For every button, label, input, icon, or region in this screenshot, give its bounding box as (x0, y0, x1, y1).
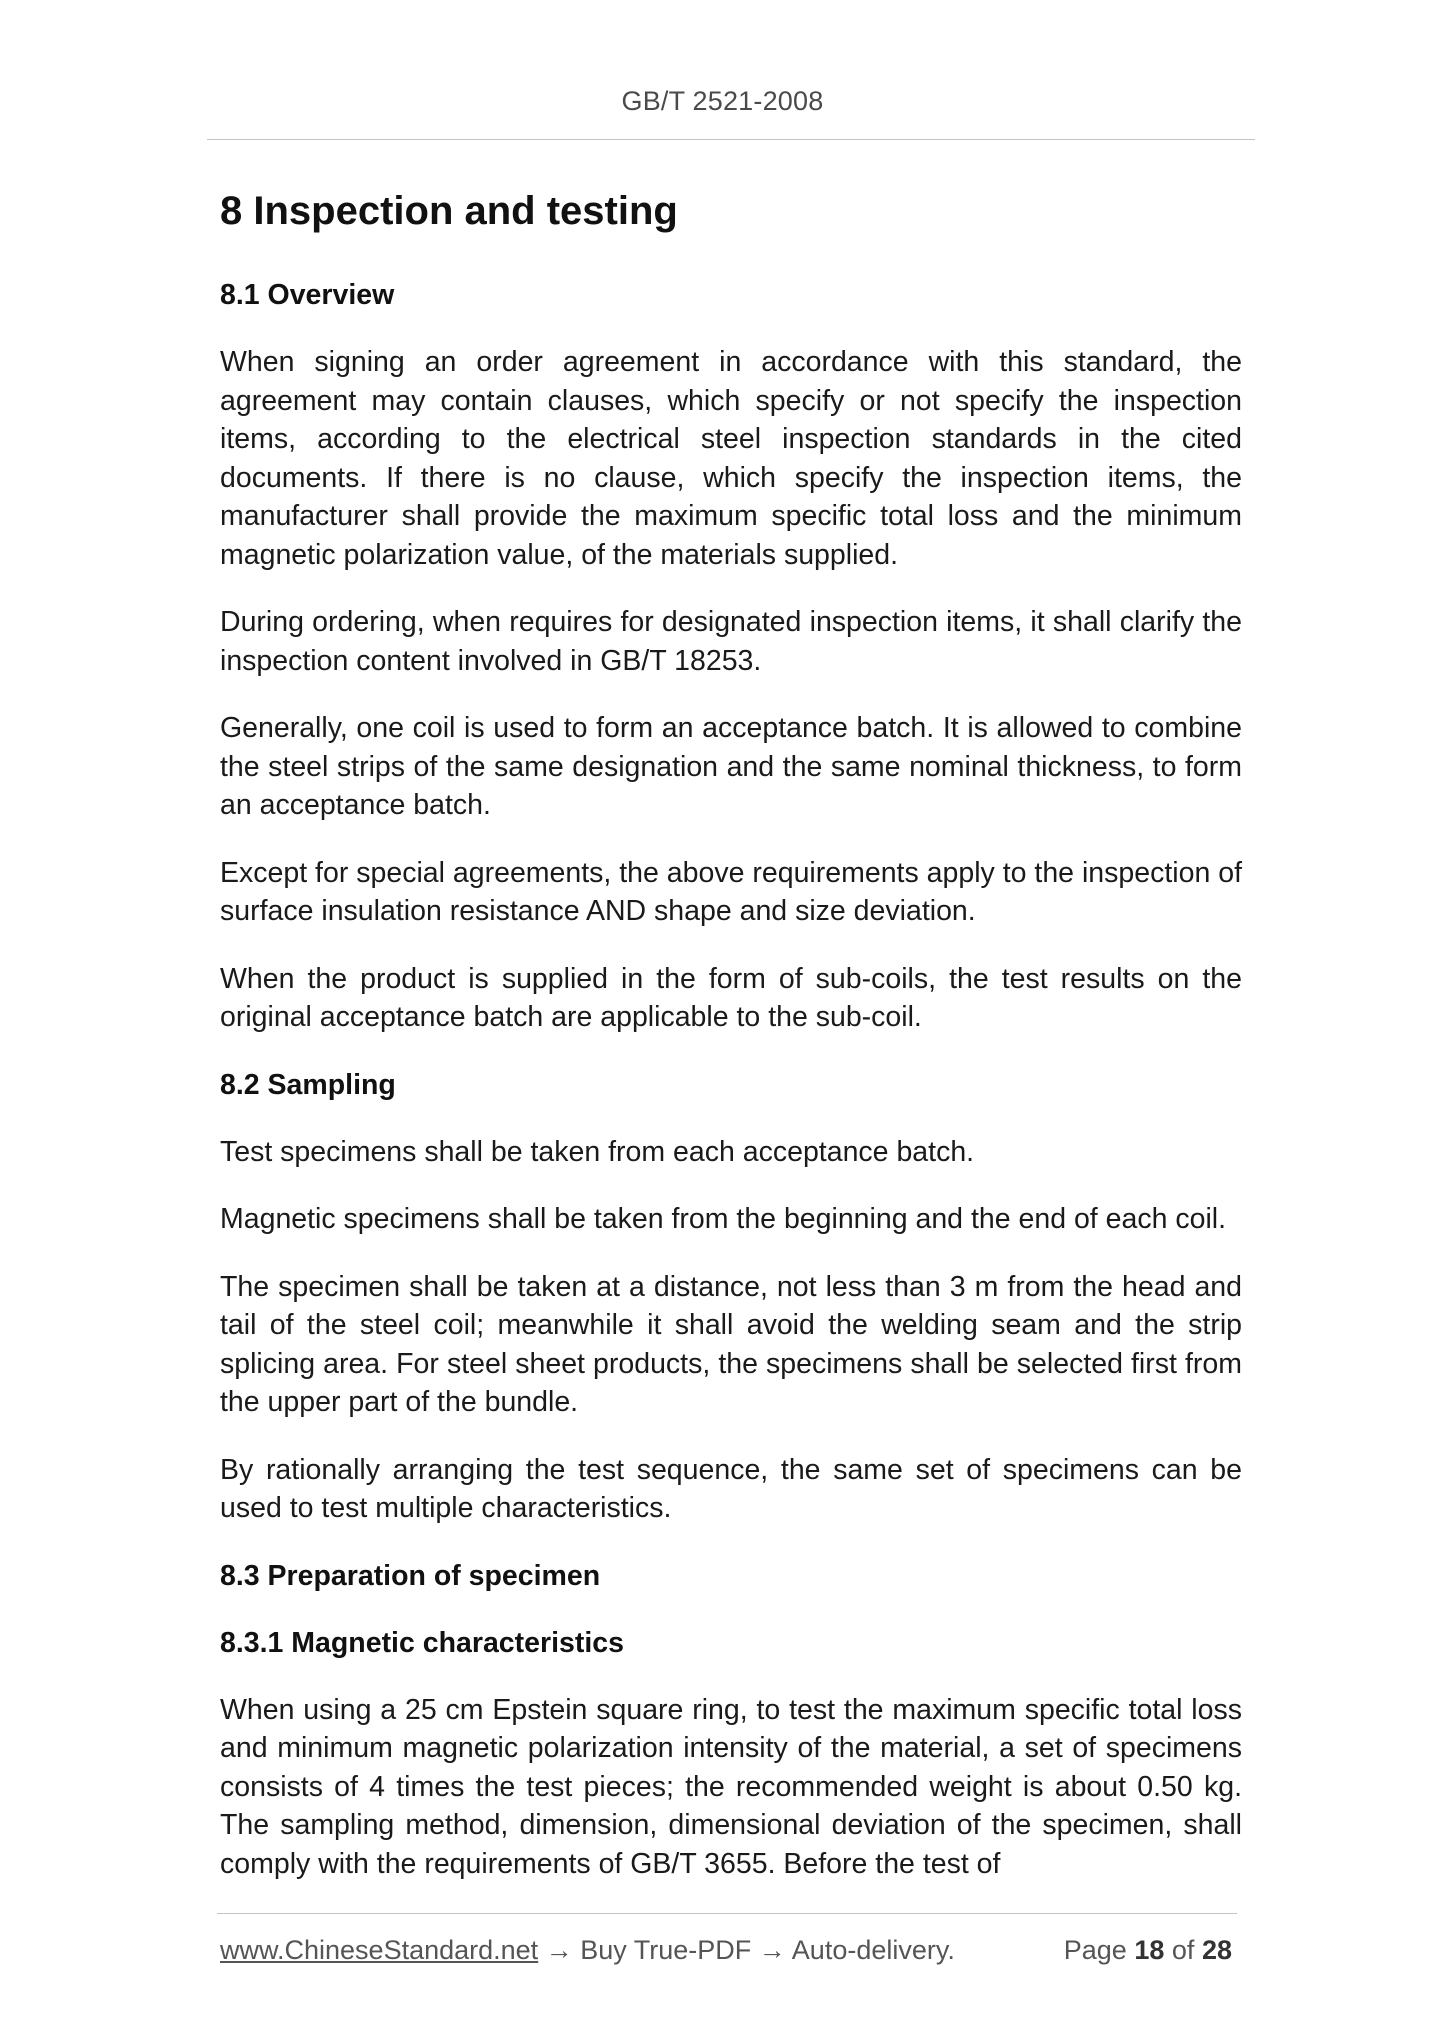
footer-divider (217, 1913, 1237, 1914)
heading-8-2: 8.2 Sampling (220, 1068, 396, 1101)
paragraph: Except for special agreements, the above requirements apply to the inspection of surface insulation resistance AND shape and size deviation. (220, 856, 1242, 927)
paragraph: Generally, one coil is used to form an acceptance batch. It is allowed to combine the steel strips of the same designation and the same nominal thickness, to form an acceptance batch. (220, 712, 1242, 821)
footer-promo (220, 1935, 955, 1966)
paragraph: When signing an order agreement in accordance with this standard, the agreement may contain clauses, which specify or not specify the inspection items, according to the electrical steel inspection standards in the cited documents. If there is no clause, which specify the inspection items, the manufacturer shall provide the maximum specific total loss and the minimum magnetic polarization value, of the materials supplied. (220, 346, 1242, 571)
heading-8-3: 8.3 Preparation of specimen (220, 1559, 601, 1592)
auto-delivery-text: Auto-delivery. (791, 1935, 955, 1965)
document-body (220, 184, 1242, 1883)
page-number (1064, 1935, 1232, 1966)
paragraph: When using a 25 cm Epstein square ring, to test the maximum specific total loss and minimum magnetic polarization intensity of the material, a set of specimens consists of 4 times the test pieces; the recommended weight is about 0.50 kg. The sampling method, dimension, dimensional deviation of the specimen, shall comply with the requirements of GB/T 3655. Before the test of (220, 1693, 1242, 1880)
paragraph: Magnetic specimens shall be taken from the beginning and the end of each coil. (220, 1203, 1227, 1235)
total-page-number: 28 (1201, 1935, 1232, 1965)
of-label: of (1171, 1935, 1195, 1965)
arrow-right-icon: → (758, 1935, 786, 1965)
heading-8-3-1: 8.3.1 Magnetic characteristics (220, 1626, 624, 1659)
heading-8-1: 8.1 Overview (220, 279, 395, 311)
current-page-number: 18 (1134, 1935, 1165, 1965)
paragraph: The specimen shall be taken at a distance, not less than 3 m from the head and tail of the steel coil; meanwhile it shall avoid the welding seam and the strip splicing area. For steel sheet products, the specimens shall be selected first from the upper part of the bundle. (220, 1270, 1242, 1418)
paragraph: During ordering, when requires for designated inspection items, it shall clarify the inspection content involved in GB/T 18253. (220, 606, 1242, 677)
paragraph: By rationally arranging the test sequence, the same set of specimens can be used to test multiple characteristics. (220, 1453, 1242, 1524)
section-title: 8 Inspection and testing (220, 189, 678, 233)
arrow-right-icon: → (545, 1935, 573, 1965)
buy-true-pdf-text: Buy True-PDF (580, 1935, 752, 1965)
page-label: Page (1063, 1935, 1127, 1965)
paragraph: When the product is supplied in the form of sub-coils, the test results on the original acceptance batch are applicable to the sub-coil. (220, 962, 1242, 1033)
header-divider (207, 139, 1255, 140)
paragraph: Test specimens shall be taken from each acceptance batch. (220, 1135, 975, 1168)
site-link[interactable]: www.ChineseStandard.net (220, 1935, 539, 1965)
page-header-standard-code: GB/T 2521-2008 (621, 86, 824, 116)
